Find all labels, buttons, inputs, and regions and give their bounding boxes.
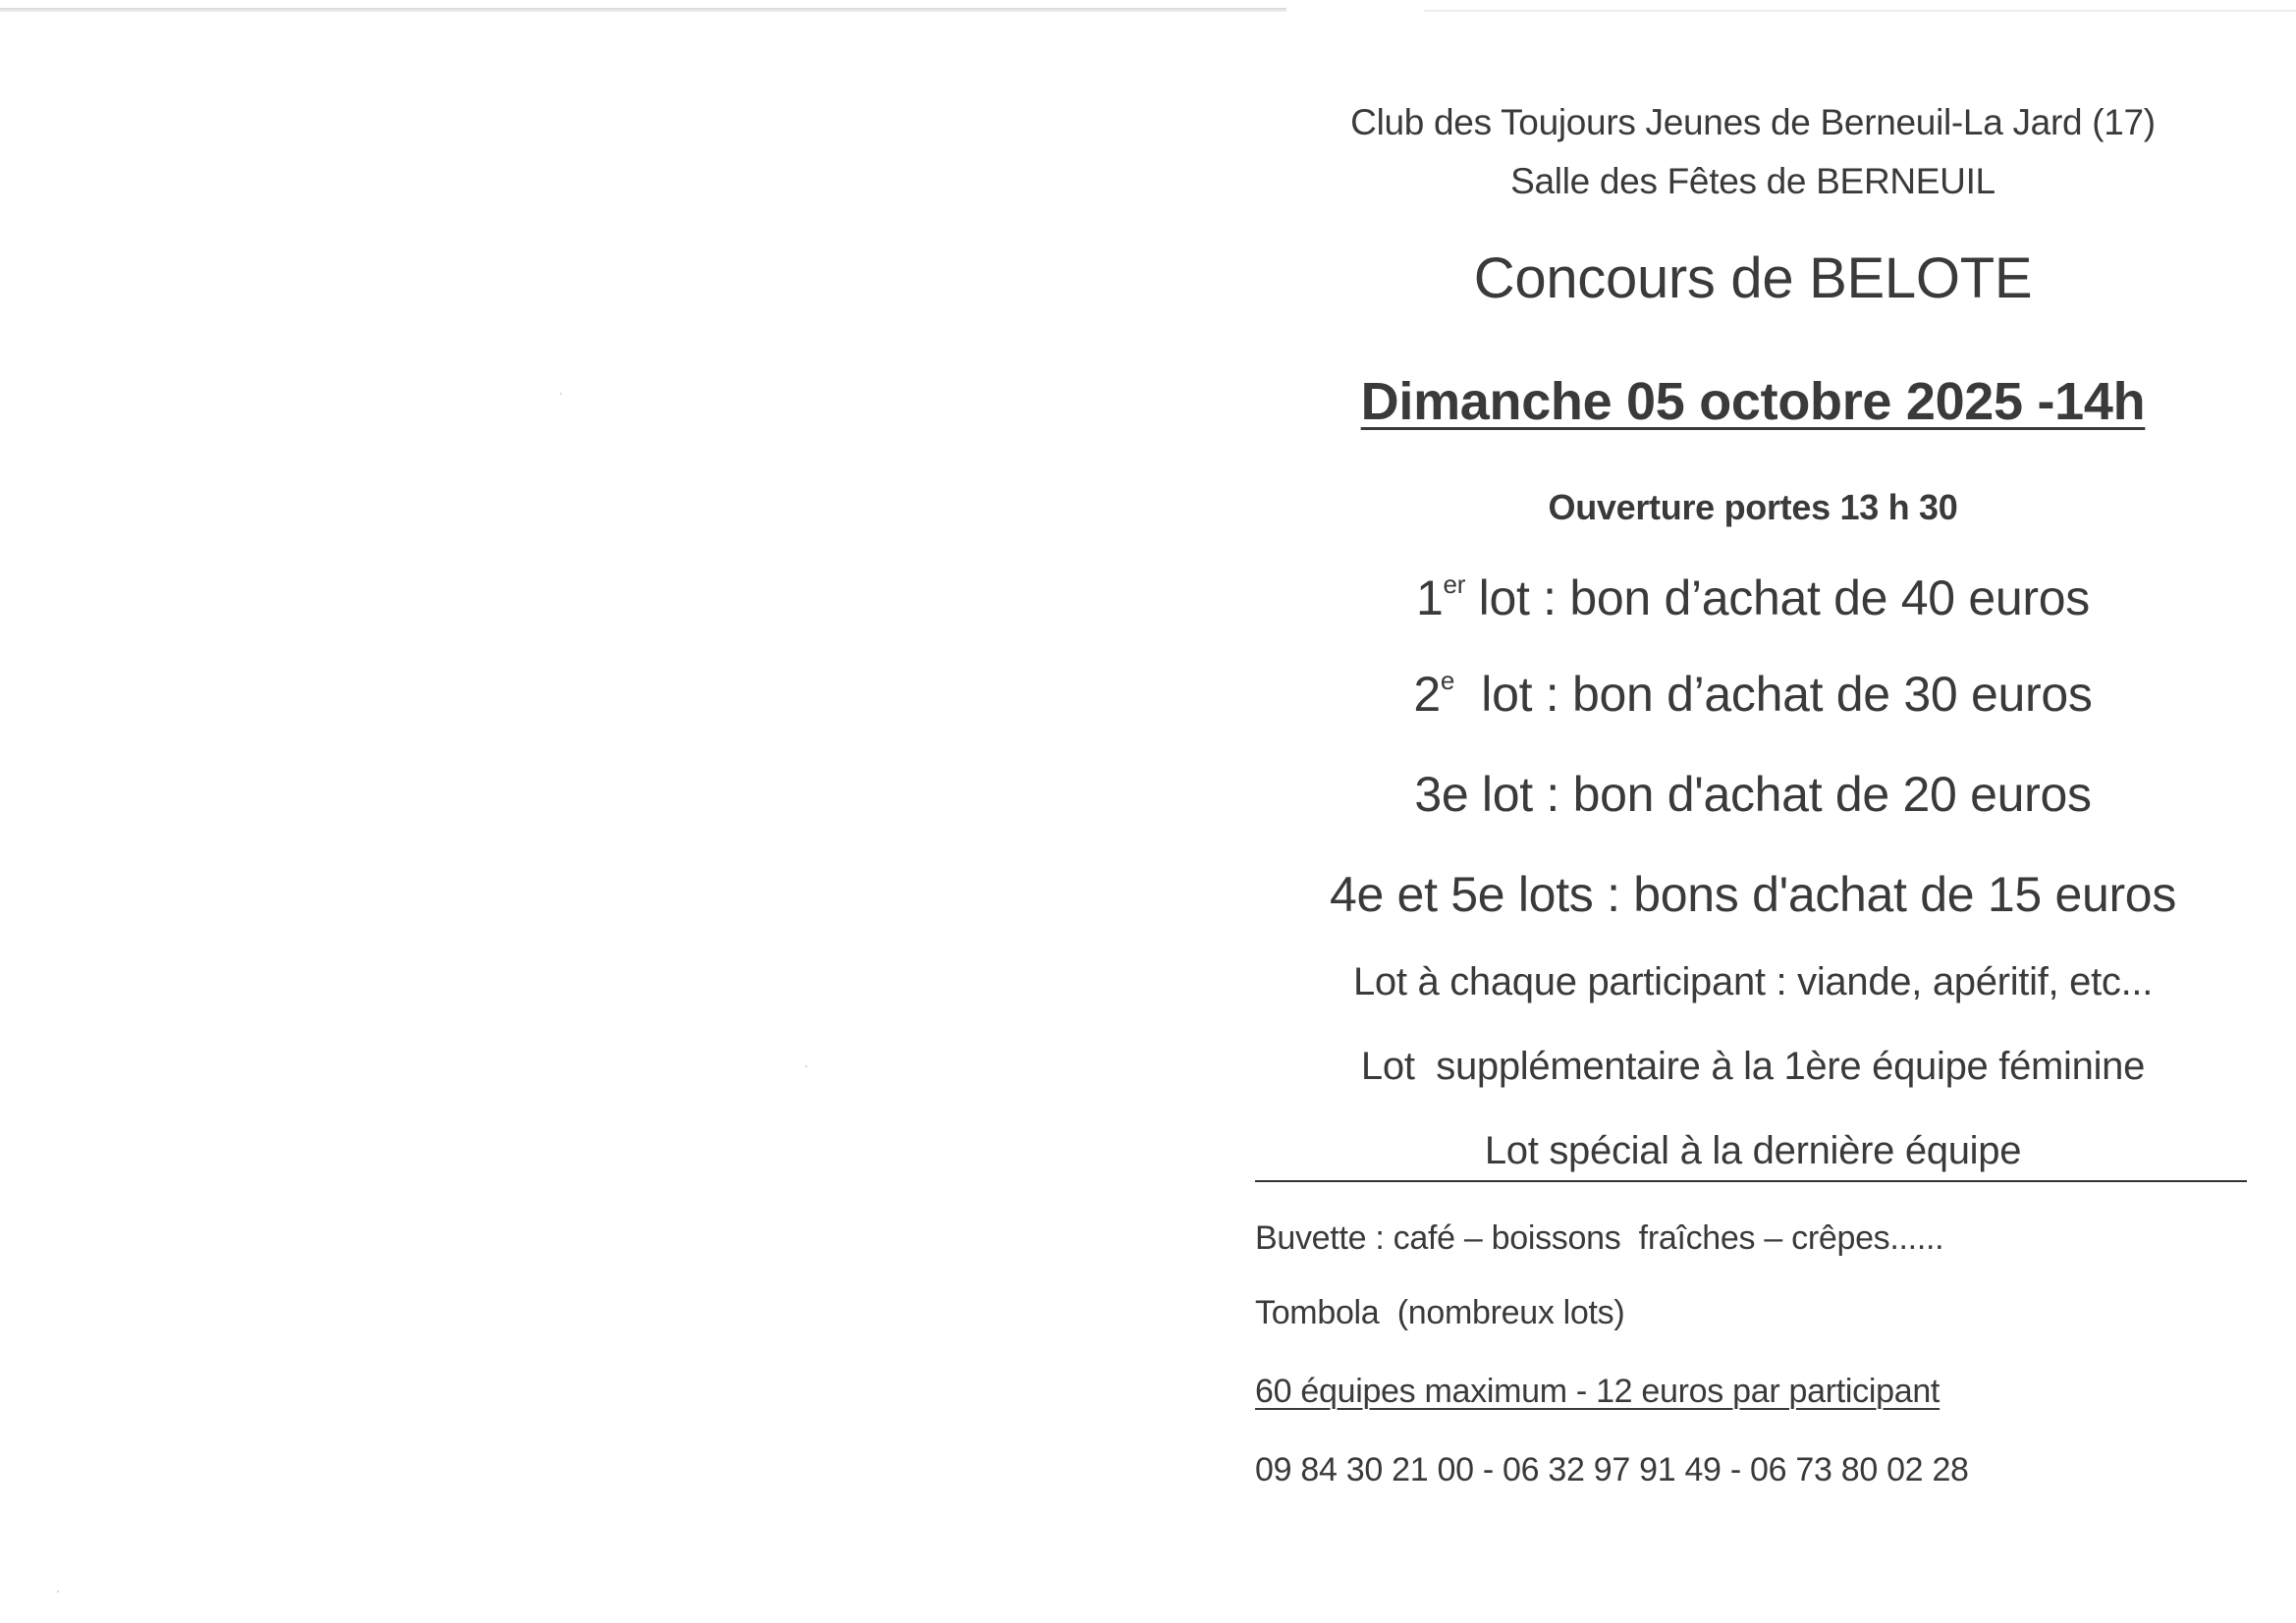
scan-speck xyxy=(57,1591,59,1593)
club-name: Club des Toujours Jeunes de Berneuil-La Jard (17) xyxy=(1350,102,2156,142)
event-title: Concours de BELOTE xyxy=(1473,246,2033,310)
prize-rank: 4e et 5e xyxy=(1329,867,1505,922)
prize-text: lots : bons d'achat de 15 euros xyxy=(1504,867,2177,922)
participant-prize: Lot à chaque participant : viande, apéritif, etc... xyxy=(1352,960,2154,1003)
doors-open-time: Ouverture portes 13 h 30 xyxy=(1548,487,1958,527)
prize-rank-suffix: er xyxy=(1443,569,1466,599)
scan-speck xyxy=(560,393,562,395)
scan-top-edge xyxy=(0,8,1286,12)
capacity-price-info: 60 équipes maximum - 12 euros par participant xyxy=(1255,1373,1941,1410)
women-team-prize: Lot supplémentaire à la 1ère équipe féminine xyxy=(1360,1045,2146,1088)
prize-rank: 1 xyxy=(1416,570,1444,625)
prize-text: lot : bon d’achat de 30 euros xyxy=(1454,667,2093,722)
section-divider xyxy=(1255,1180,2247,1182)
venue-name: Salle des Fêtes de BERNEUIL xyxy=(1510,161,1995,201)
tombola-info: Tombola (nombreux lots) xyxy=(1255,1294,1625,1331)
prize-fourth-fifth xyxy=(1247,866,2259,923)
prize-rank: 2 xyxy=(1413,667,1441,722)
prize-first xyxy=(1247,569,2259,626)
prize-text: lot : bon d'achat de 20 euros xyxy=(1468,767,2092,822)
buvette-info: Buvette : café – boissons fraîches – crêpes...... xyxy=(1255,1219,1944,1257)
last-team-prize: Lot spécial à la dernière équipe xyxy=(1484,1129,2022,1172)
prize-rank-suffix: e xyxy=(1440,666,1455,695)
belote-flyer xyxy=(1247,0,2259,1623)
prize-third xyxy=(1247,766,2259,823)
prize-text: lot : bon d’achat de 40 euros xyxy=(1465,570,2090,625)
phone-numbers: 09 84 30 21 00 - 06 32 97 91 49 - 06 73 80 02 28 xyxy=(1255,1451,1969,1488)
event-date: Dimanche 05 octobre 2025 -14h xyxy=(1360,372,2146,431)
prize-second xyxy=(1247,666,2259,723)
scan-speck xyxy=(805,1065,807,1067)
prize-rank: 3e xyxy=(1414,767,1469,822)
